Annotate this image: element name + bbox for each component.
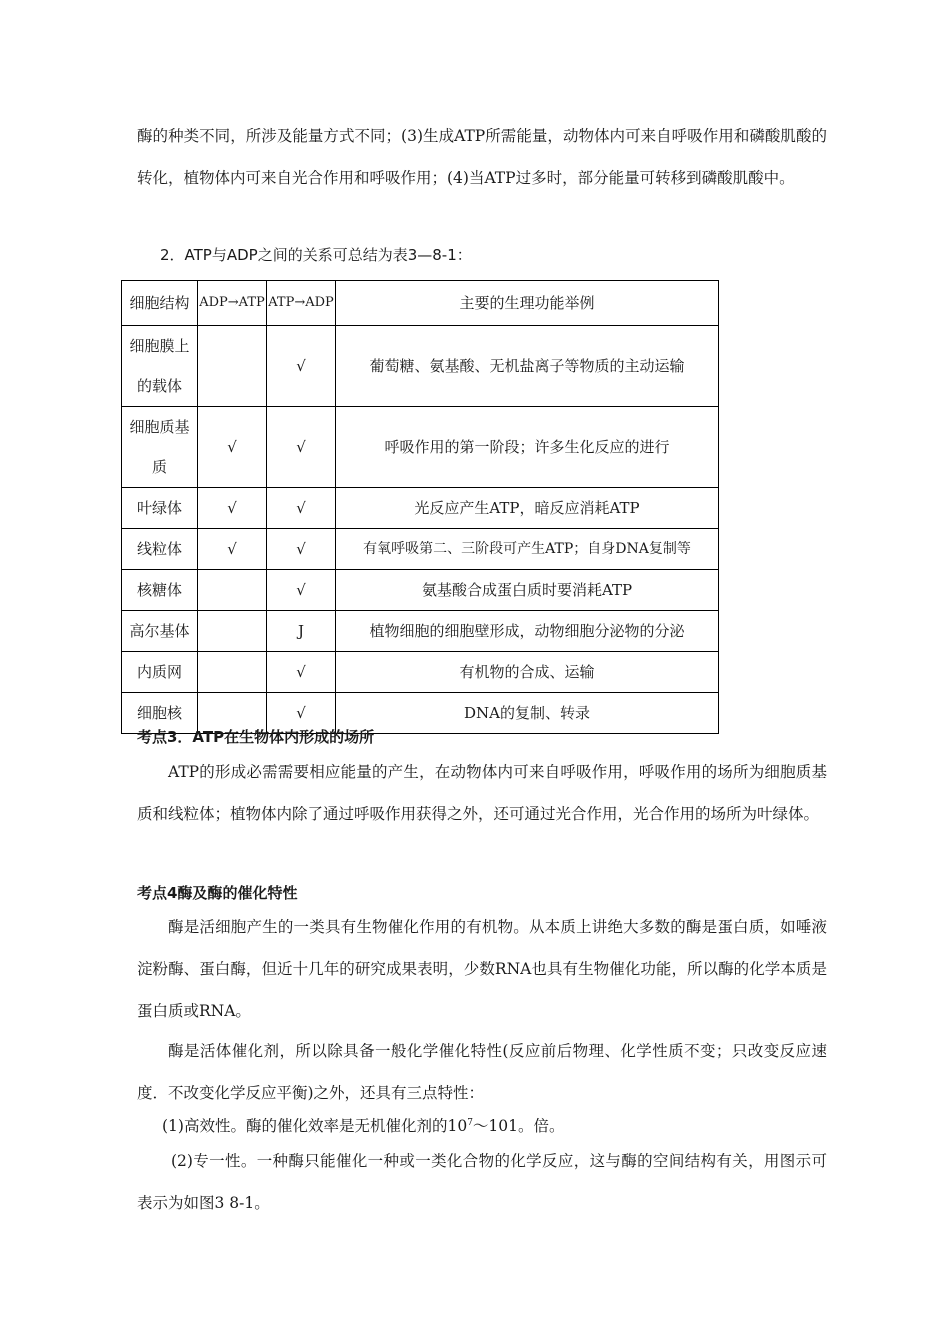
cell-structure: 细胞质基质 (129, 418, 190, 476)
header-structure: 细胞结构 (122, 281, 198, 326)
cell-structure: 线粒体 (122, 529, 198, 570)
cell-atp-adp: √ (267, 407, 336, 488)
paragraph-enzyme-definition: 酶是活细胞产生的一类具有生物催化作用的有机物。从本质上讲绝大多数的酶是蛋白质，如唾液淀粉酶、蛋白酶，但近十几年的研究成果表明，少数RNA也具有生物催化功能，所以酶的化学本质是蛋白质或RNA。 (137, 918, 827, 1020)
cell-atp-adp: √ (267, 652, 336, 693)
table-intro: 2．ATP与ADP之间的关系可总结为表3—8-1： (160, 246, 472, 264)
table-row (122, 326, 719, 407)
cell-function: 有机物的合成、运输 (336, 652, 719, 693)
header-adp-to-atp: ADP→ATP (198, 281, 267, 326)
cell-function: 氨基酸合成蛋白质时要消耗ATP (336, 570, 719, 611)
section-heading-3: 考点3．ATP在生物体内形成的场所 (137, 728, 375, 746)
cell-function: DNA的复制、转录 (336, 693, 719, 734)
cell-atp-adp: J (267, 611, 336, 652)
table-row (122, 570, 719, 611)
paragraph-atp-sites: ATP的形成必需需要相应能量的产生，在动物体内可来自呼吸作用，呼吸作用的场所为细胞质基质和线粒体；植物体内除了通过呼吸作用获得之外，还可通过光合作用，光合作用的场所为叶绿体。 (137, 763, 827, 823)
efficiency-exponent: 7 (467, 1117, 473, 1128)
cell-structure: 高尔基体 (122, 611, 198, 652)
cell-adp-atp: √ (198, 488, 267, 529)
section-heading-4: 考点4酶及酶的催化特性 (137, 884, 298, 902)
cell-structure: 细胞膜上的载体 (129, 337, 190, 395)
header-atp-to-adp: ATP→ADP (267, 281, 336, 326)
cell-atp-adp: √ (267, 529, 336, 570)
efficiency-text-suffix: ～101。倍。 (472, 1117, 565, 1135)
cell-atp-adp: √ (267, 693, 336, 734)
cell-structure: 内质网 (122, 652, 198, 693)
cell-adp-atp (198, 652, 267, 693)
header-function: 主要的生理功能举例 (336, 281, 719, 326)
efficiency-text-prefix: (1)高效性。酶的催化效率是无机催化剂的10 (162, 1117, 468, 1135)
cell-function: 呼吸作用的第一阶段；许多生化反应的进行 (336, 407, 719, 488)
table-row (122, 407, 719, 488)
table-row (122, 488, 719, 529)
cell-adp-atp: √ (198, 407, 267, 488)
cell-adp-atp: √ (198, 529, 267, 570)
cell-function: 光反应产生ATP，暗反应消耗ATP (336, 488, 719, 529)
cell-adp-atp (198, 611, 267, 652)
table-row (122, 611, 719, 652)
cell-structure: 核糖体 (122, 570, 198, 611)
paragraph-enzyme-energy: 酶的种类不同，所涉及能量方式不同；(3)生成ATP所需能量，动物体内可来自呼吸作用和磷酸肌酸的转化，植物体内可来自光合作用和呼吸作用；(4)当ATP过多时，部分能量可转移到磷酸肌酸中。 (137, 127, 827, 187)
cell-adp-atp (198, 326, 267, 407)
table-header-row (122, 281, 719, 326)
cell-adp-atp (198, 570, 267, 611)
cell-structure: 叶绿体 (122, 488, 198, 529)
cell-structure: 细胞核 (122, 693, 198, 734)
cell-atp-adp: √ (267, 488, 336, 529)
cell-function: 有氧呼吸第二、三阶段可产生ATP；自身DNA复制等 (336, 529, 719, 570)
cell-atp-adp: √ (267, 326, 336, 407)
cell-atp-adp: √ (267, 570, 336, 611)
paragraph-enzyme-properties: 酶是活体催化剂，所以除具备一般化学催化特性(反应前后物理、化学性质不变；只改变反应速度．不改变化学反应平衡)之外，还具有三点特性： (137, 1042, 827, 1102)
atp-adp-table (121, 280, 719, 734)
cell-function: 植物细胞的细胞壁形成，动物细胞分泌物的分泌 (336, 611, 719, 652)
cell-function: 葡萄糖、氨基酸、无机盐离子等物质的主动运输 (336, 326, 719, 407)
paragraph-specificity: (2)专一性。一种酶只能催化一种或一类化合物的化学反应，这与酶的空间结构有关，用图示可表示为如图3 8-1。 (137, 1152, 827, 1212)
table-row (122, 529, 719, 570)
table-row (122, 652, 719, 693)
